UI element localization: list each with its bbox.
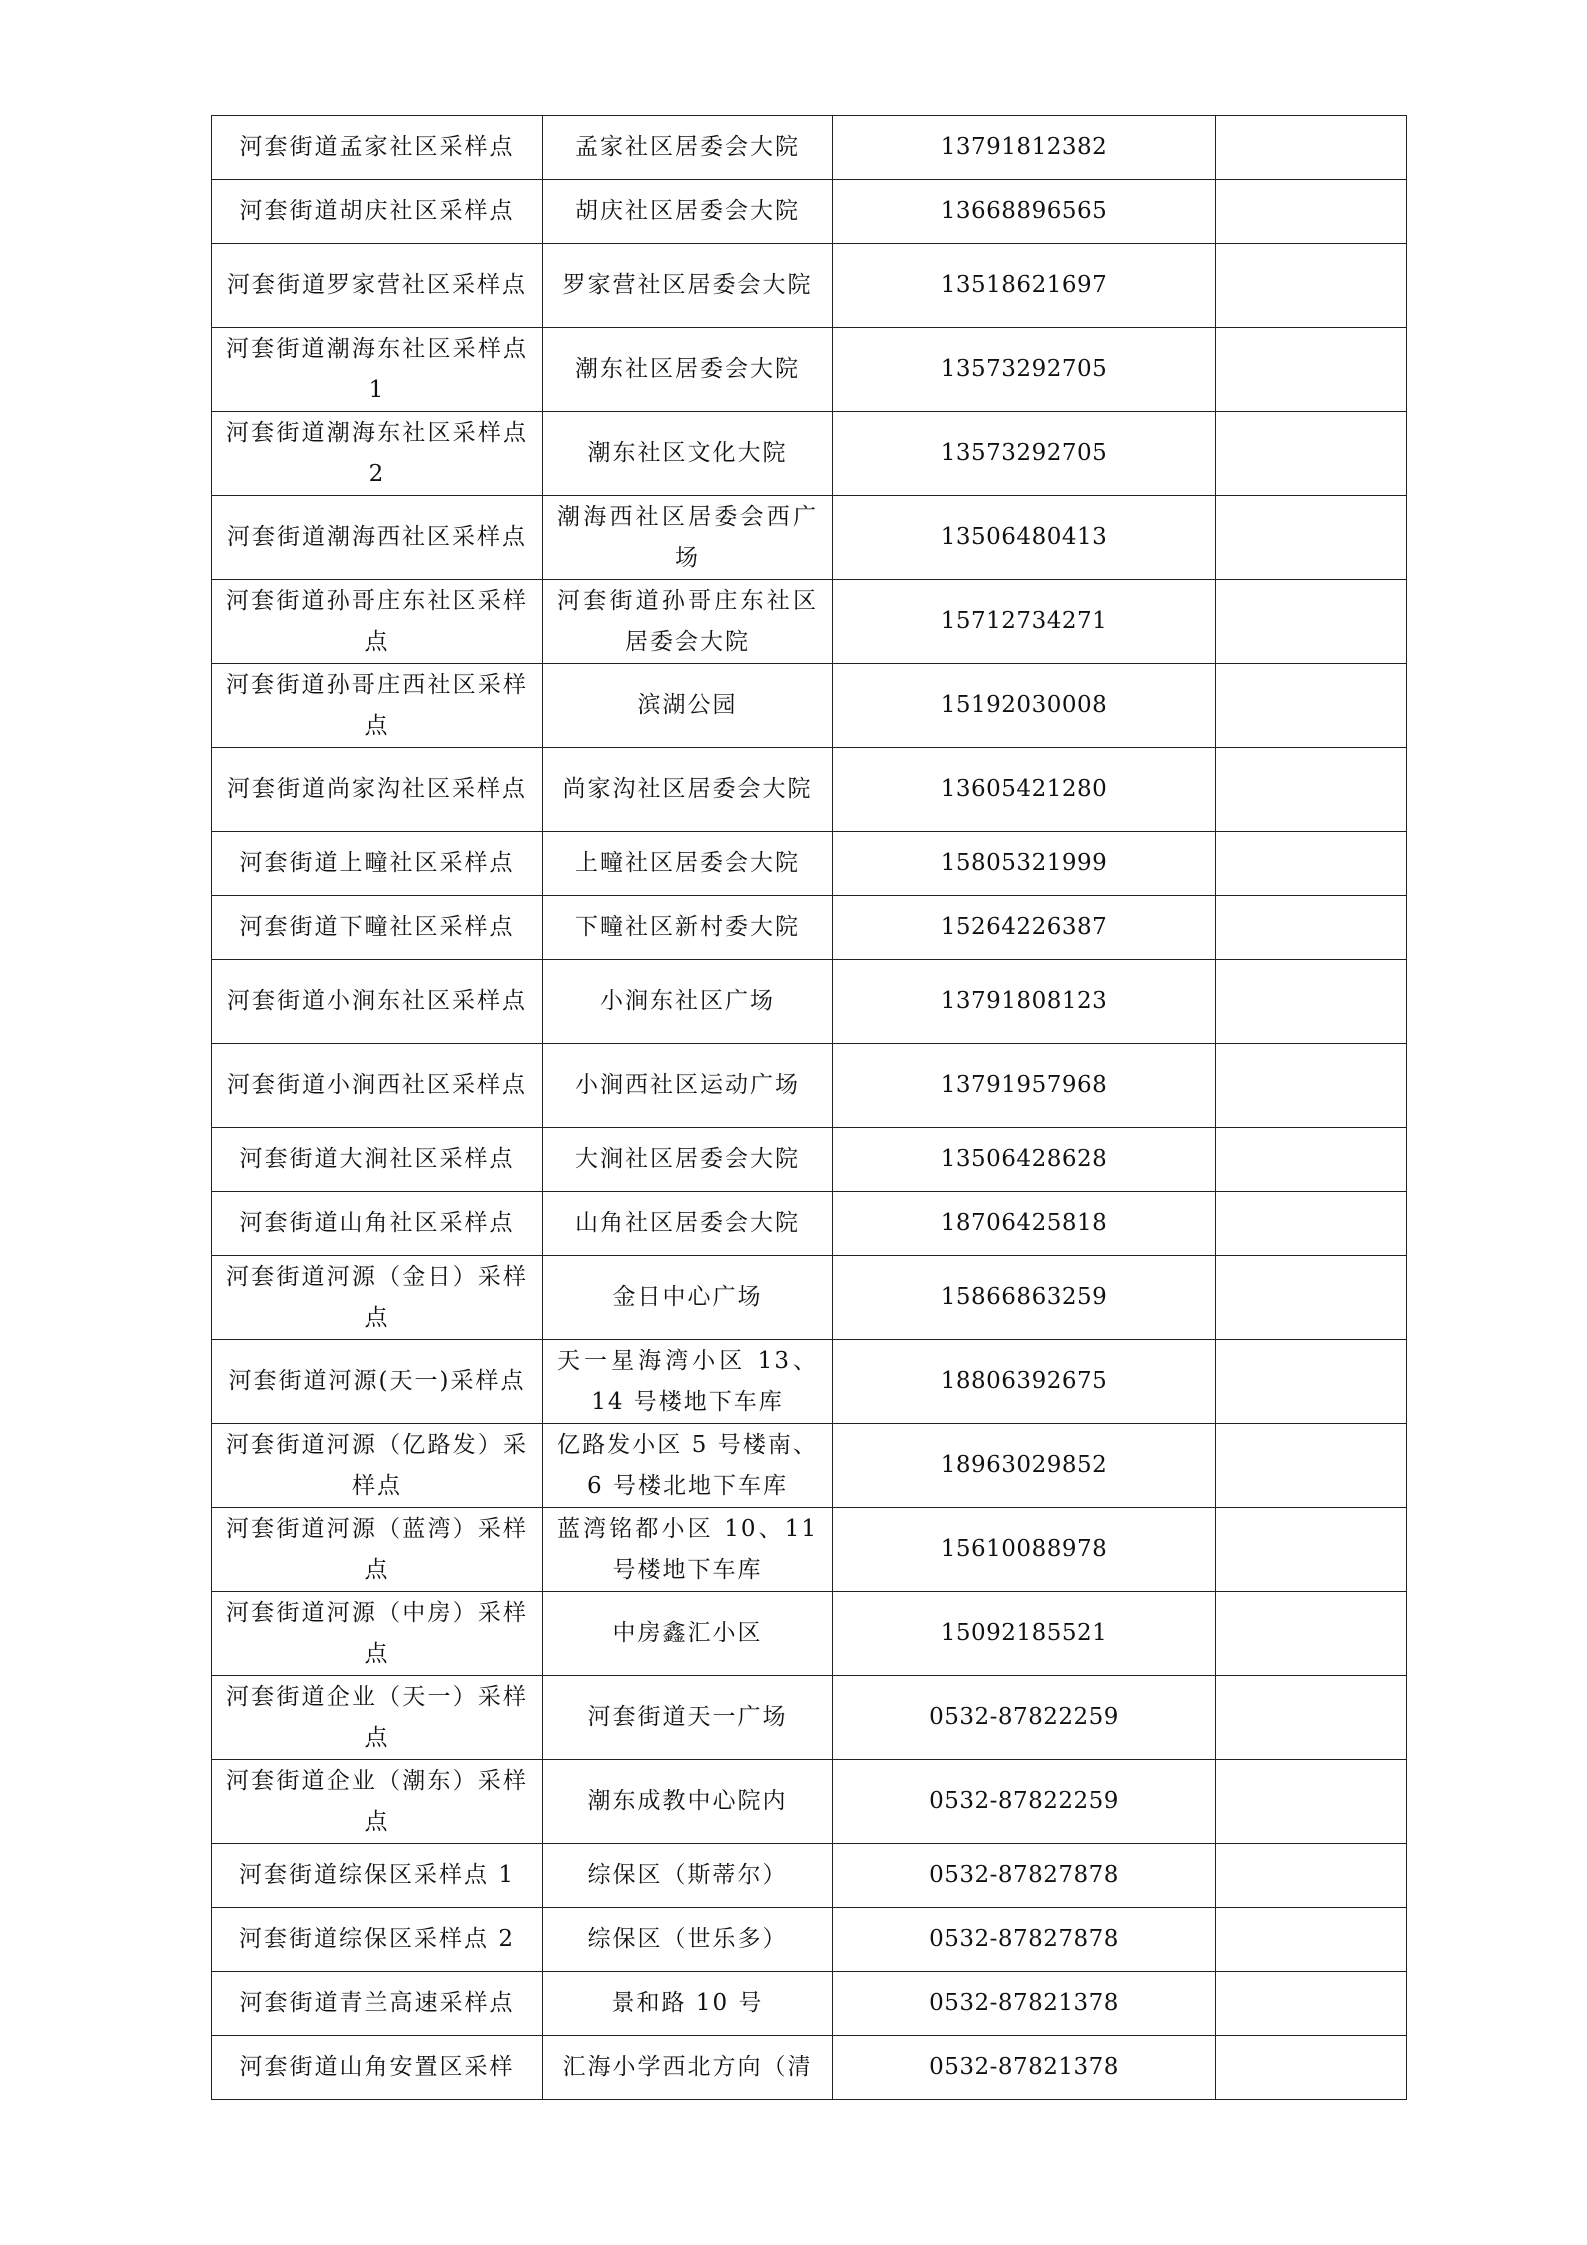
cell-location: 金日中心广场 — [543, 1256, 833, 1340]
cell-note — [1216, 1192, 1407, 1256]
cell-location: 下疃社区新村委大院 — [543, 896, 833, 960]
table-row — [212, 1256, 1407, 1340]
cell-phone: 15264226387 — [833, 896, 1216, 960]
cell-phone: 15092185521 — [833, 1592, 1216, 1676]
table-row — [212, 1592, 1407, 1676]
table-row — [212, 1340, 1407, 1424]
cell-note — [1216, 580, 1407, 664]
cell-phone: 13506480413 — [833, 496, 1216, 580]
cell-location: 蓝湾铭都小区 10、11 号楼地下车库 — [543, 1508, 833, 1592]
table-row — [212, 1908, 1407, 1972]
table-row — [212, 328, 1407, 412]
cell-note — [1216, 1508, 1407, 1592]
cell-site: 河套街道山角安置区采样 — [212, 2036, 543, 2100]
table-row — [212, 1044, 1407, 1128]
cell-location: 潮东社区文化大院 — [543, 412, 833, 496]
cell-phone: 15610088978 — [833, 1508, 1216, 1592]
cell-location: 景和路 10 号 — [543, 1972, 833, 2036]
cell-note — [1216, 116, 1407, 180]
cell-phone: 0532-87827878 — [833, 1844, 1216, 1908]
table-row — [212, 244, 1407, 328]
table-row — [212, 580, 1407, 664]
table-row — [212, 1424, 1407, 1508]
cell-phone: 0532-87821378 — [833, 2036, 1216, 2100]
cell-site: 河套街道综保区采样点 2 — [212, 1908, 543, 1972]
table-row — [212, 1972, 1407, 2036]
table-row — [212, 960, 1407, 1044]
cell-phone: 13506428628 — [833, 1128, 1216, 1192]
cell-site: 河套街道小涧西社区采样点 — [212, 1044, 543, 1128]
cell-phone: 15805321999 — [833, 832, 1216, 896]
table-row — [212, 664, 1407, 748]
cell-location: 天一星海湾小区 13、14 号楼地下车库 — [543, 1340, 833, 1424]
cell-note — [1216, 2036, 1407, 2100]
cell-phone: 13605421280 — [833, 748, 1216, 832]
cell-phone: 0532-87827878 — [833, 1908, 1216, 1972]
cell-note — [1216, 1972, 1407, 2036]
cell-phone: 0532-87821378 — [833, 1972, 1216, 2036]
cell-note — [1216, 1128, 1407, 1192]
table-row — [212, 2036, 1407, 2100]
table-row — [212, 1760, 1407, 1844]
cell-location: 滨湖公园 — [543, 664, 833, 748]
cell-site: 河套街道潮海东社区采样点 1 — [212, 328, 543, 412]
cell-site: 河套街道潮海西社区采样点 — [212, 496, 543, 580]
cell-location: 罗家营社区居委会大院 — [543, 244, 833, 328]
cell-site: 河套街道大涧社区采样点 — [212, 1128, 543, 1192]
cell-note — [1216, 1256, 1407, 1340]
cell-location: 潮东成教中心院内 — [543, 1760, 833, 1844]
table-row — [212, 412, 1407, 496]
table-row — [212, 116, 1407, 180]
cell-location: 河套街道孙哥庄东社区居委会大院 — [543, 580, 833, 664]
cell-location: 大涧社区居委会大院 — [543, 1128, 833, 1192]
table-row — [212, 1844, 1407, 1908]
cell-location: 综保区（斯蒂尔） — [543, 1844, 833, 1908]
cell-site: 河套街道孙哥庄东社区采样点 — [212, 580, 543, 664]
cell-location: 尚家沟社区居委会大院 — [543, 748, 833, 832]
cell-location: 中房鑫汇小区 — [543, 1592, 833, 1676]
cell-note — [1216, 412, 1407, 496]
cell-note — [1216, 960, 1407, 1044]
cell-phone: 15866863259 — [833, 1256, 1216, 1340]
cell-location: 潮东社区居委会大院 — [543, 328, 833, 412]
cell-note — [1216, 1844, 1407, 1908]
cell-location: 汇海小学西北方向（清 — [543, 2036, 833, 2100]
cell-site: 河套街道孙哥庄西社区采样点 — [212, 664, 543, 748]
cell-site: 河套街道河源（金日）采样点 — [212, 1256, 543, 1340]
cell-note — [1216, 832, 1407, 896]
cell-site: 河套街道上疃社区采样点 — [212, 832, 543, 896]
table-row — [212, 832, 1407, 896]
cell-site: 河套街道青兰高速采样点 — [212, 1972, 543, 2036]
cell-note — [1216, 328, 1407, 412]
table-row — [212, 496, 1407, 580]
cell-phone: 13573292705 — [833, 412, 1216, 496]
cell-phone: 15192030008 — [833, 664, 1216, 748]
cell-note — [1216, 1760, 1407, 1844]
cell-location: 上疃社区居委会大院 — [543, 832, 833, 896]
cell-location: 孟家社区居委会大院 — [543, 116, 833, 180]
cell-location: 综保区（世乐多） — [543, 1908, 833, 1972]
cell-phone: 0532-87822259 — [833, 1760, 1216, 1844]
table-row — [212, 1192, 1407, 1256]
cell-site: 河套街道企业（潮东）采样点 — [212, 1760, 543, 1844]
cell-site: 河套街道综保区采样点 1 — [212, 1844, 543, 1908]
cell-site: 河套街道下疃社区采样点 — [212, 896, 543, 960]
cell-note — [1216, 1908, 1407, 1972]
cell-location: 河套街道天一广场 — [543, 1676, 833, 1760]
cell-phone: 13791808123 — [833, 960, 1216, 1044]
table-body — [212, 116, 1407, 2100]
cell-phone: 13573292705 — [833, 328, 1216, 412]
cell-site: 河套街道罗家营社区采样点 — [212, 244, 543, 328]
table-row — [212, 896, 1407, 960]
cell-site: 河套街道河源(天一)采样点 — [212, 1340, 543, 1424]
table-row — [212, 1128, 1407, 1192]
cell-site: 河套街道潮海东社区采样点 2 — [212, 412, 543, 496]
cell-phone: 13791812382 — [833, 116, 1216, 180]
cell-phone: 13668896565 — [833, 180, 1216, 244]
table-row — [212, 748, 1407, 832]
cell-note — [1216, 664, 1407, 748]
cell-note — [1216, 1424, 1407, 1508]
cell-site: 河套街道企业（天一）采样点 — [212, 1676, 543, 1760]
cell-phone: 18806392675 — [833, 1340, 1216, 1424]
cell-note — [1216, 180, 1407, 244]
cell-note — [1216, 496, 1407, 580]
cell-site: 河套街道河源（中房）采样点 — [212, 1592, 543, 1676]
cell-note — [1216, 896, 1407, 960]
table-row — [212, 1676, 1407, 1760]
sampling-site-table — [211, 115, 1407, 2100]
cell-note — [1216, 1676, 1407, 1760]
cell-location: 潮海西社区居委会西广场 — [543, 496, 833, 580]
cell-phone: 18706425818 — [833, 1192, 1216, 1256]
cell-location: 胡庆社区居委会大院 — [543, 180, 833, 244]
table-row — [212, 1508, 1407, 1592]
cell-note — [1216, 1340, 1407, 1424]
cell-site: 河套街道孟家社区采样点 — [212, 116, 543, 180]
cell-site: 河套街道胡庆社区采样点 — [212, 180, 543, 244]
cell-phone: 0532-87822259 — [833, 1676, 1216, 1760]
cell-phone: 13791957968 — [833, 1044, 1216, 1128]
cell-phone: 13518621697 — [833, 244, 1216, 328]
cell-phone: 18963029852 — [833, 1424, 1216, 1508]
cell-note — [1216, 244, 1407, 328]
cell-site: 河套街道山角社区采样点 — [212, 1192, 543, 1256]
cell-note — [1216, 1044, 1407, 1128]
cell-note — [1216, 748, 1407, 832]
cell-location: 山角社区居委会大院 — [543, 1192, 833, 1256]
cell-location: 小涧东社区广场 — [543, 960, 833, 1044]
cell-site: 河套街道河源（蓝湾）采样点 — [212, 1508, 543, 1592]
cell-location: 小涧西社区运动广场 — [543, 1044, 833, 1128]
cell-note — [1216, 1592, 1407, 1676]
table-row — [212, 180, 1407, 244]
cell-site: 河套街道小涧东社区采样点 — [212, 960, 543, 1044]
cell-site: 河套街道河源（亿路发）采样点 — [212, 1424, 543, 1508]
cell-site: 河套街道尚家沟社区采样点 — [212, 748, 543, 832]
cell-phone: 15712734271 — [833, 580, 1216, 664]
cell-location: 亿路发小区 5 号楼南、6 号楼北地下车库 — [543, 1424, 833, 1508]
